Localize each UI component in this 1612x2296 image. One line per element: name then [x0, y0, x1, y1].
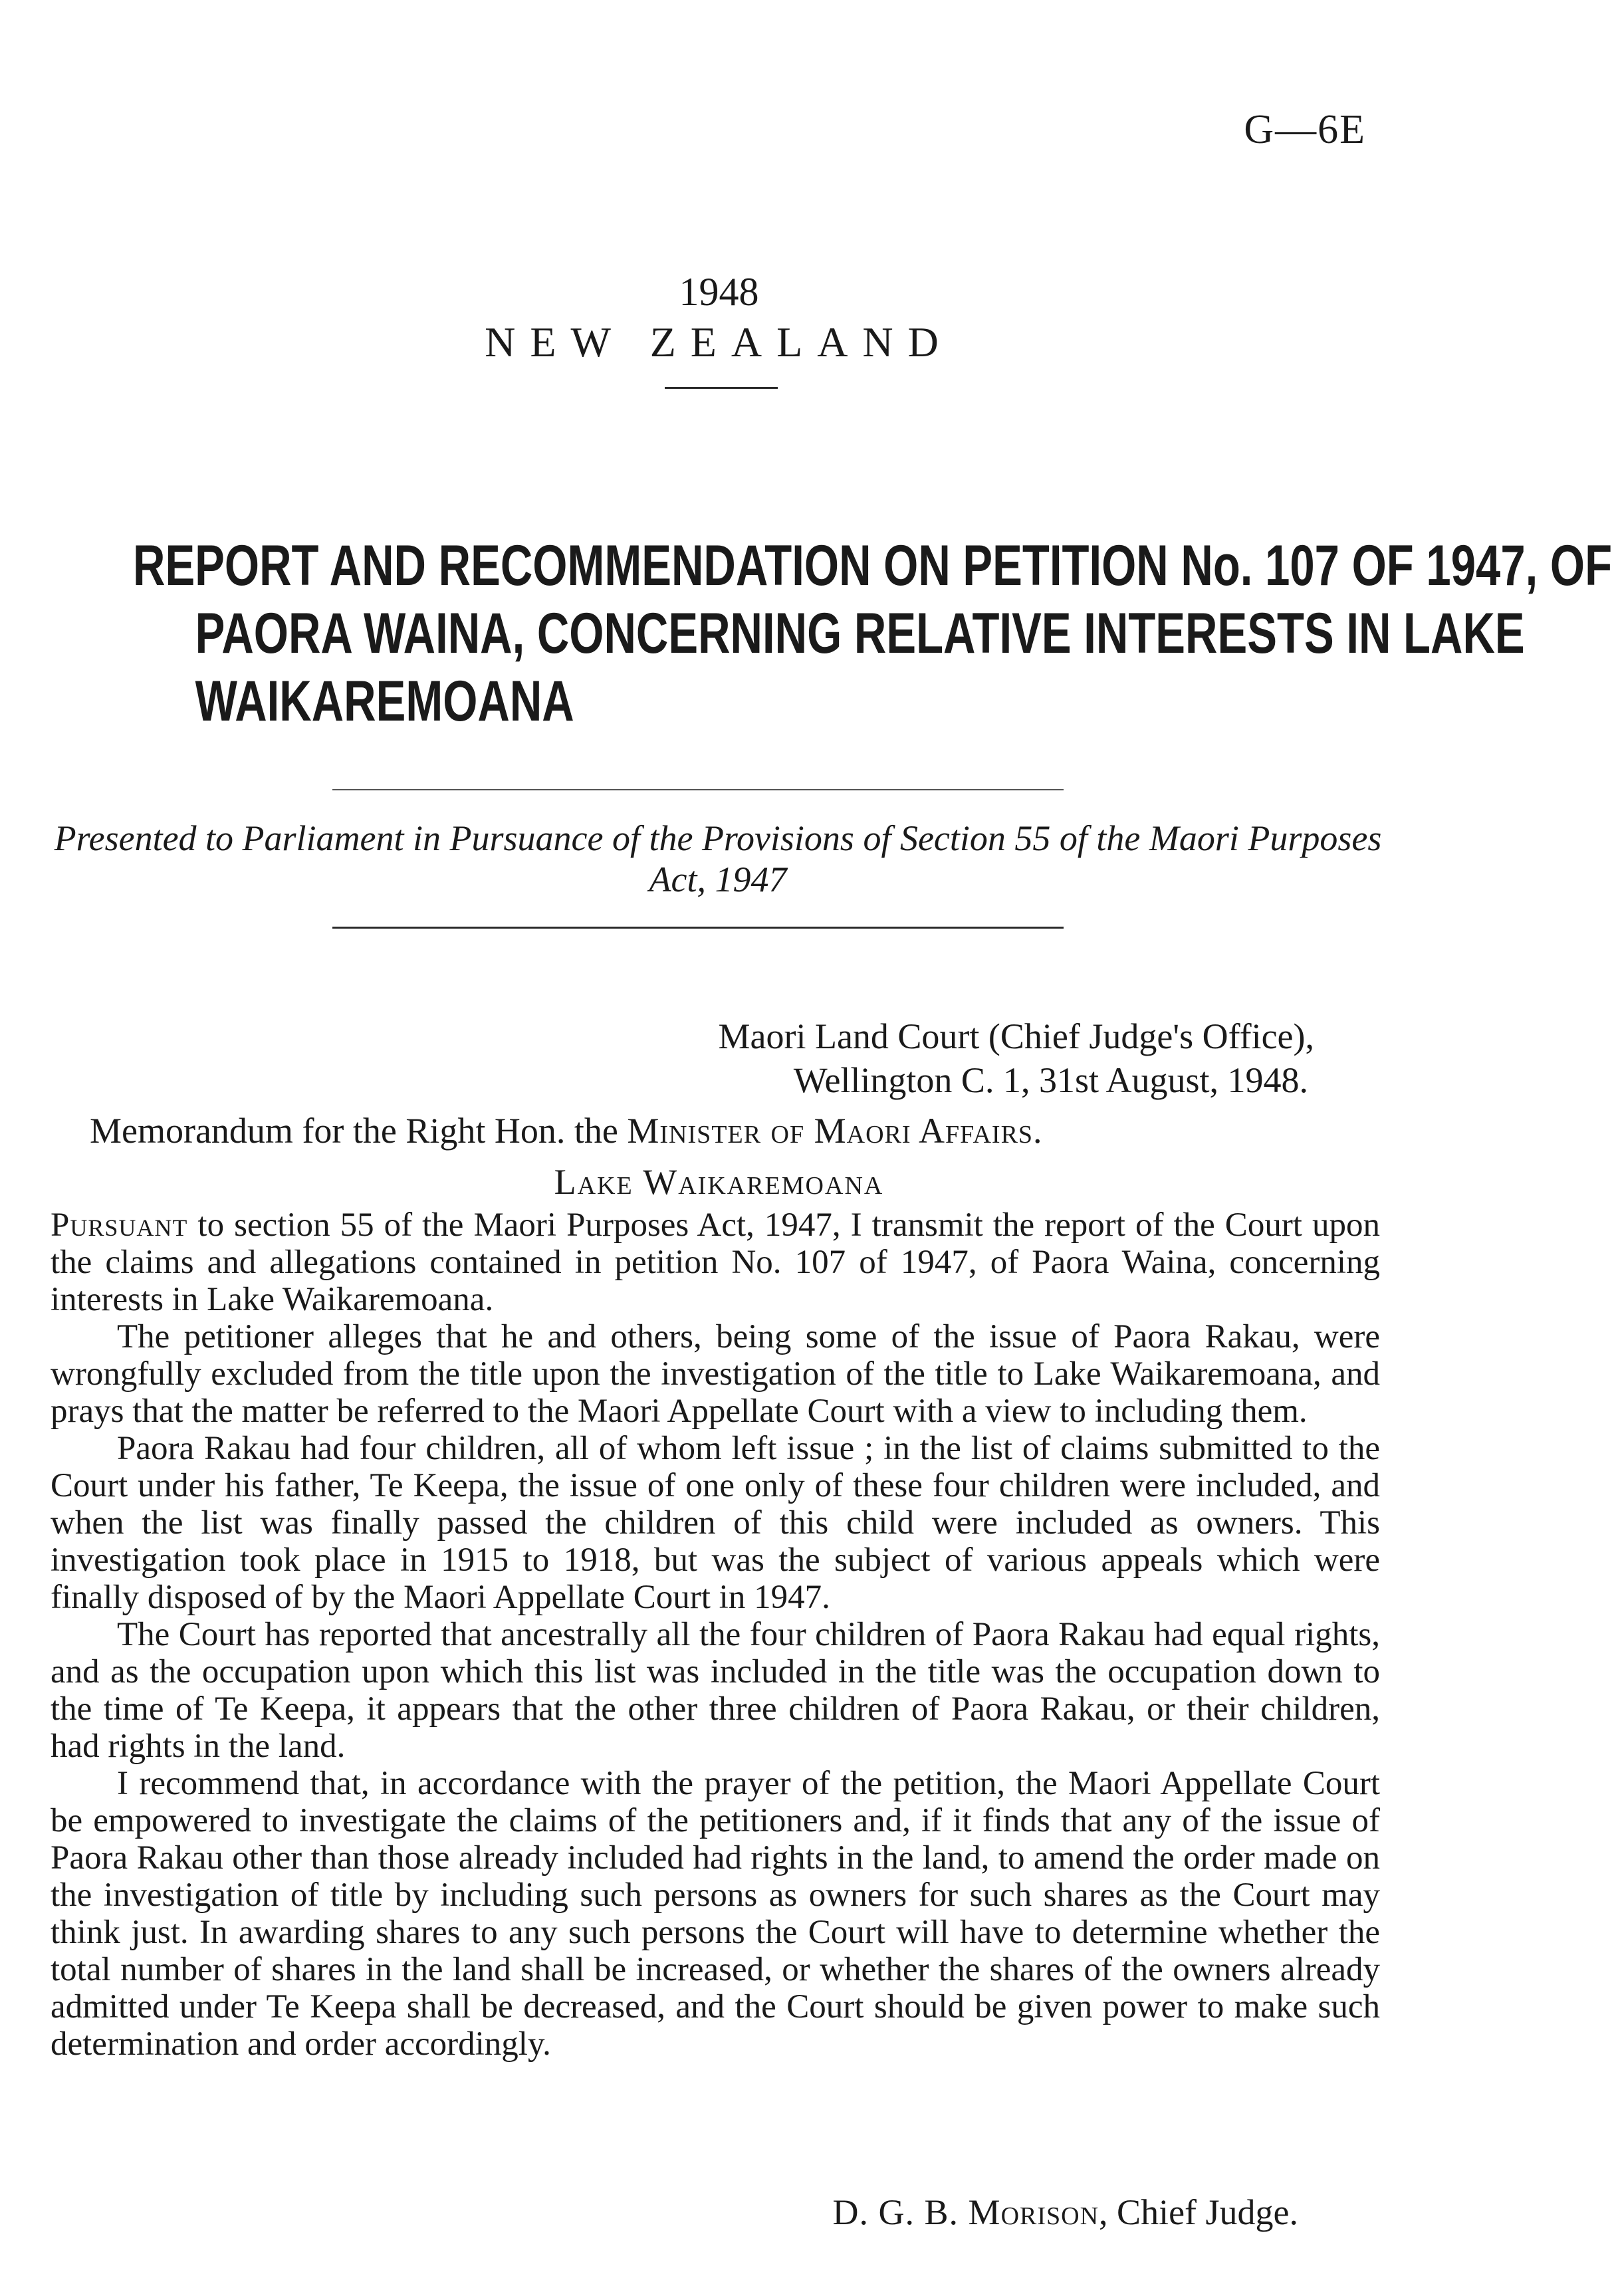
report-title — [133, 532, 1612, 735]
paragraph-3: Paora Rakau had four children, all of whom left issue ; in the list of claims submitted to the Court under his father, Te Keepa, the issue of one only of these four children were included, and when the list was finally passed the children of this child were included as owners. This investigation took place in 1915 to 1918, but was the subject of various appeals which were finally disposed of by the Maori Appellate Court in 1947. — [51, 1430, 1380, 1616]
paragraph-1-lead: Pursuant — [51, 1206, 188, 1244]
paragraph-4: The Court has reported that ancestrally all the four children of Paora Rakau had equal rights, and as the occupation upon which this list was included in the title was the occupation down to the time of Te Keepa, it appears that the other three children of Paora Rakau, or their children, had rights in the land. — [51, 1616, 1380, 1765]
paragraph-1 — [51, 1206, 1380, 1318]
memorandum-body — [51, 1206, 1380, 2063]
presented-divider — [332, 927, 1064, 929]
sender-address-line-2: Wellington C. 1, 31st August, 1948. — [793, 1060, 1308, 1100]
presented-line-1: Presented to Parliament in Pursuance of the Provisions of Section 55 of the Maori Purposes — [54, 818, 1382, 858]
signatory-name: D. G. B. Morison — [832, 2192, 1099, 2232]
signatory-title: , Chief Judge. — [1099, 2192, 1298, 2232]
subject-heading: Lake Waikaremoana — [554, 1162, 884, 1202]
presented-statement — [50, 818, 1386, 900]
publication-year: 1948 — [679, 270, 759, 314]
title-line-1: REPORT AND RECOMMENDATION ON PETITION No. 107 OF 1947, OF — [133, 534, 1612, 598]
heading-divider — [665, 387, 778, 389]
title-line-2: PAORA WAINA, CONCERNING RELATIVE INTERESTS IN LAKE — [195, 602, 1525, 665]
country-heading: NEW ZEALAND — [485, 318, 953, 366]
memo-prefix: Memorandum for the Right Hon. the — [90, 1111, 628, 1151]
title-line-3: WAIKAREMOANA — [195, 669, 574, 733]
paragraph-2: The petitioner alleges that he and others, being some of the issue of Paora Rakau, were wrongfully excluded from the title upon the investigation of the title to Lake Waikaremoana, and prays that the matter be referred to the Maori Appellate Court with a view to including them. — [51, 1318, 1380, 1430]
presented-line-2: Act, 1947 — [649, 860, 787, 899]
paragraph-5: I recommend that, in accordance with the prayer of the petition, the Maori Appellate Court be empowered to investigate the claims of the petitioners and, if it finds that any of the issue of Paora Rakau other than those already included had rights in the land, to amend the order made on the investigation of title by including such persons as owners for such shares as the Court may think just. In awarding shares to any such persons the Court will have to determine whether the total number of shares in the land shall be increased, or whether the shares of the owners already admitted under Te Keepa shall be decreased, and the Court should be given power to make such determination and order accordingly. — [51, 1765, 1380, 2063]
title-divider — [332, 789, 1064, 790]
signature — [833, 2192, 1298, 2233]
paragraph-1-text: to section 55 of the Maori Purposes Act, 1947, I transmit the report of the Court upon the claims and allegations contained in petition No. 107 of 1947, of Paora Waina, concerning interests in Lake Waikaremoana. — [51, 1206, 1380, 1318]
memo-addressee: Minister of Maori Affairs. — [627, 1111, 1043, 1151]
memorandum-line — [90, 1109, 1043, 1153]
document-reference: G—6E — [1244, 107, 1366, 152]
sender-address-line-1: Maori Land Court (Chief Judge's Office), — [718, 1016, 1314, 1056]
